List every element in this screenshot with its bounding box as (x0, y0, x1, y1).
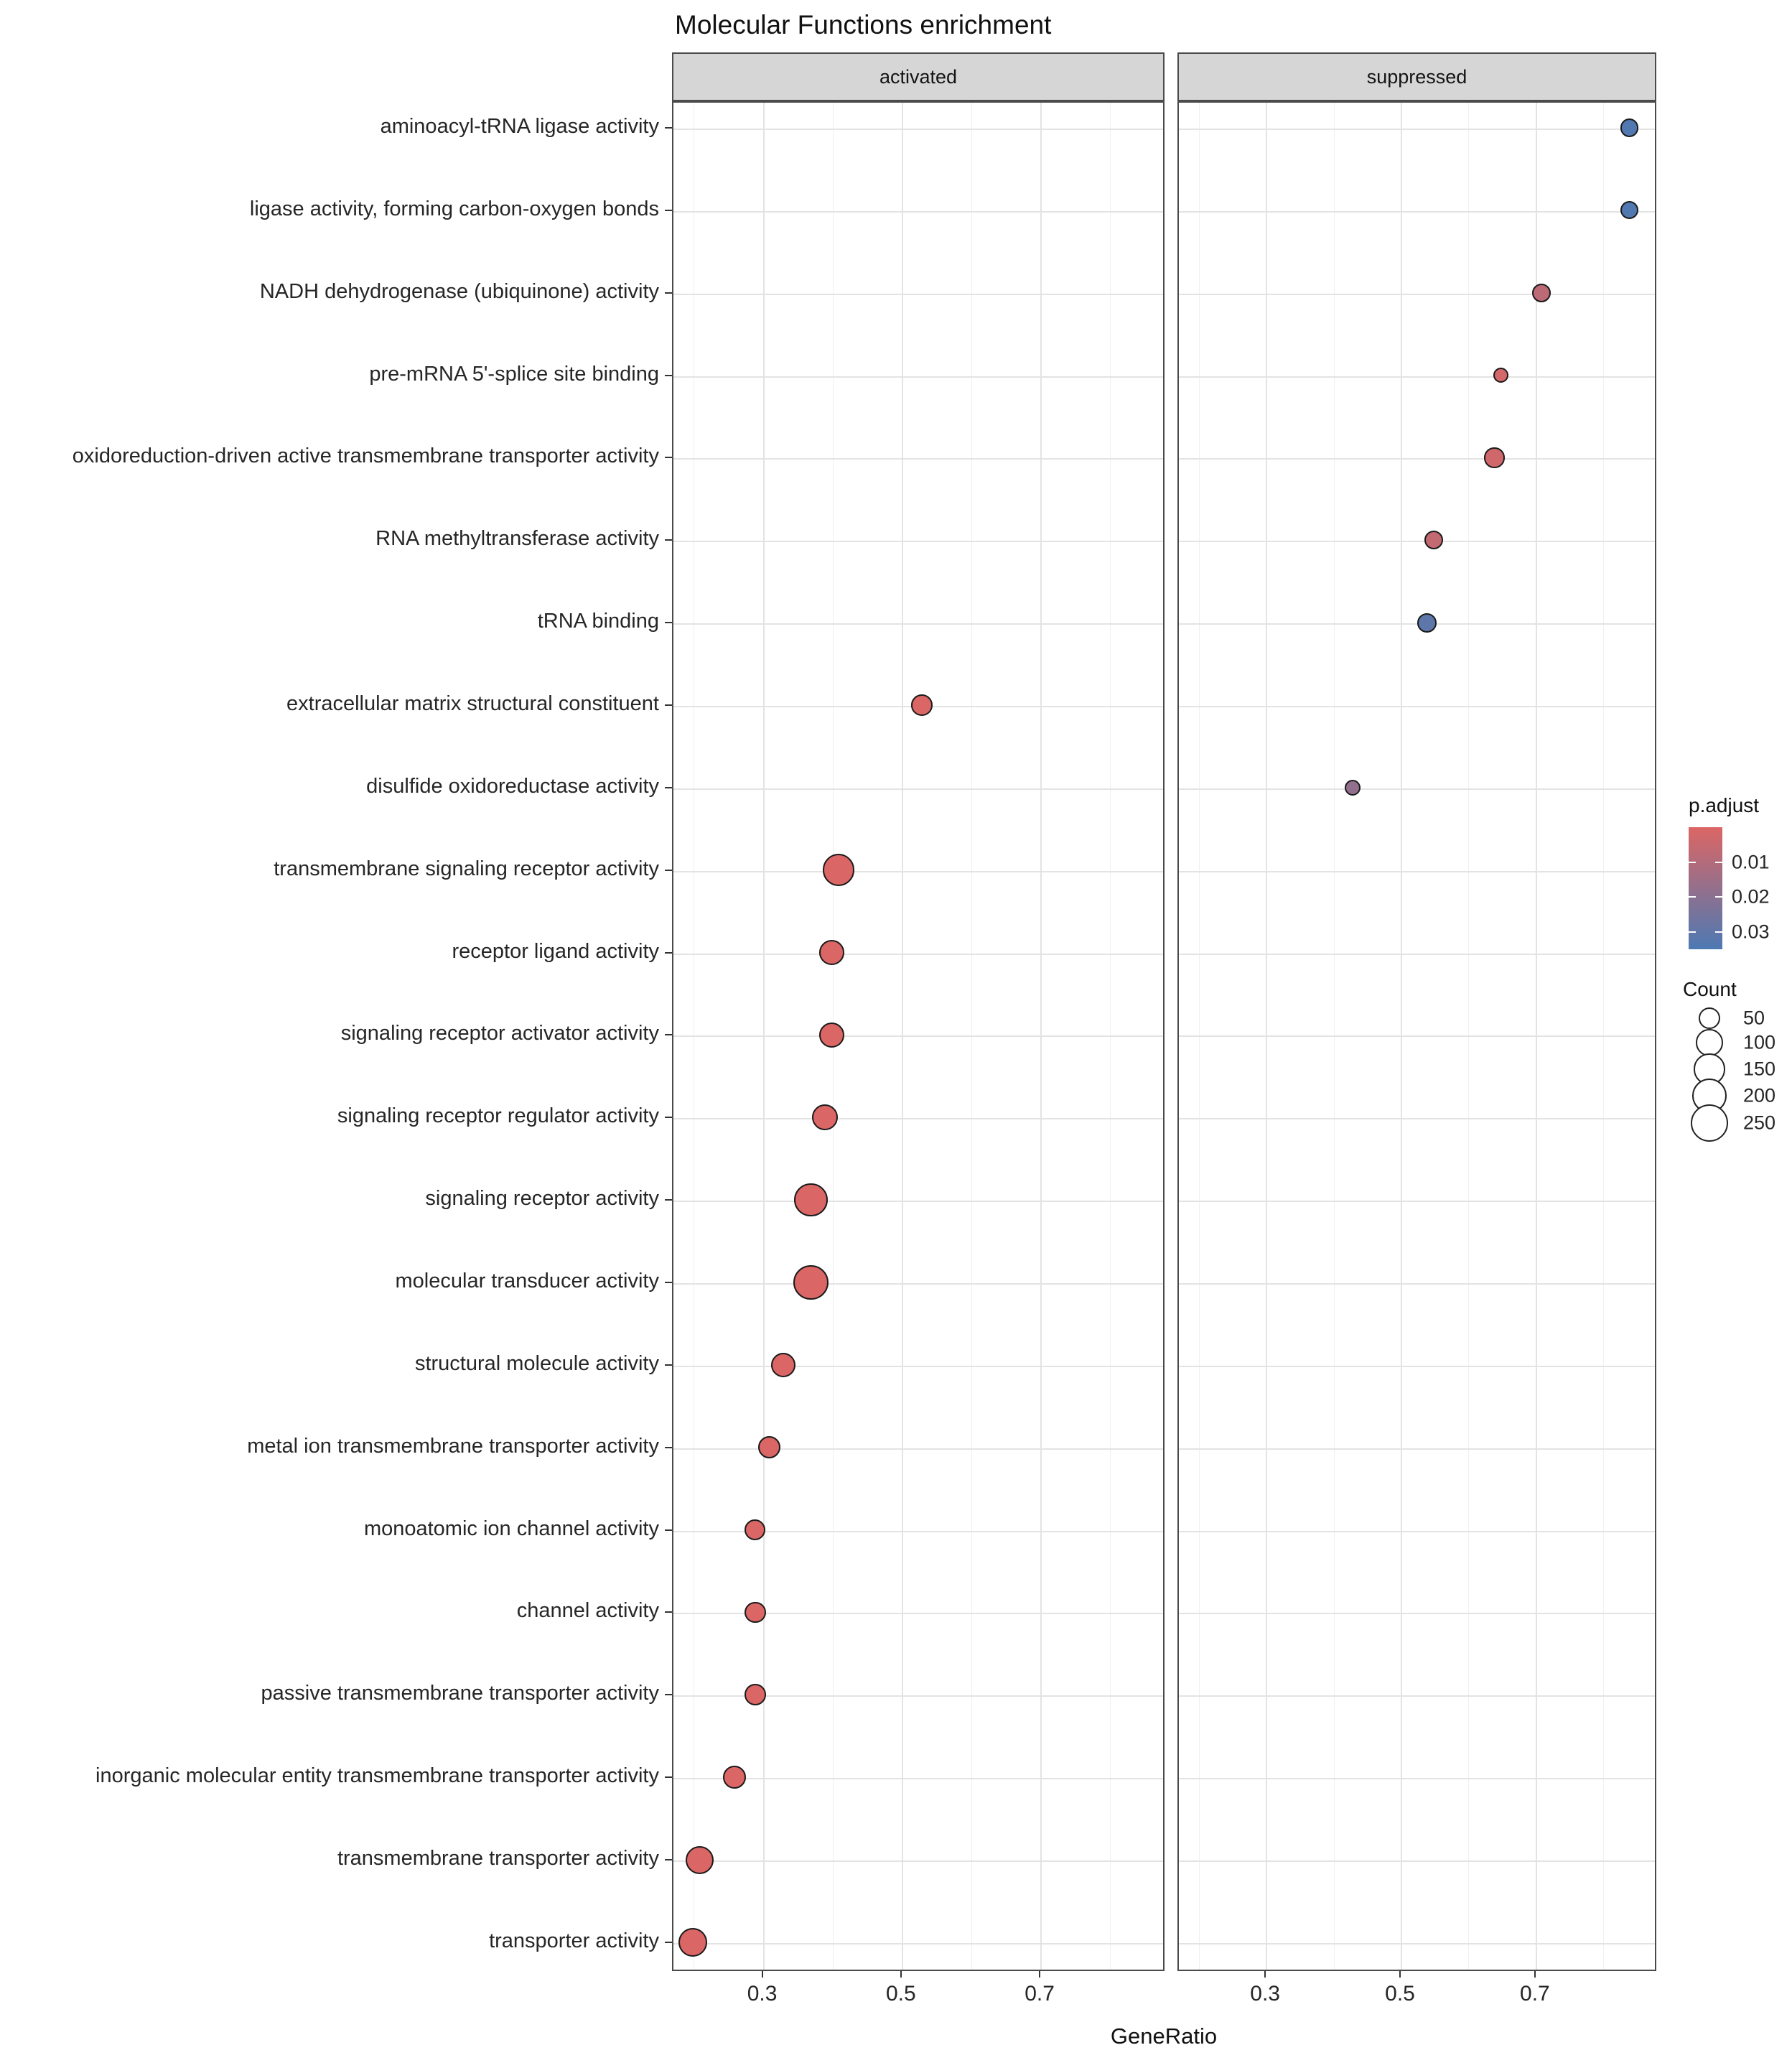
gridline-horizontal (1179, 1035, 1655, 1037)
data-point (686, 1846, 714, 1874)
gridline-horizontal (673, 1943, 1163, 1944)
data-point (794, 1183, 828, 1217)
gridline-horizontal (1179, 1201, 1655, 1202)
count-legend-circle (1696, 1029, 1723, 1056)
x-axis-tick-label: 0.5 (885, 1982, 916, 2006)
gridline-horizontal (673, 1283, 1163, 1285)
gridline-horizontal (673, 211, 1163, 213)
gridline-horizontal (1179, 129, 1655, 130)
count-legend-label: 250 (1743, 1112, 1776, 1134)
y-axis-category-label: inorganic molecular entity transmembrane transporter activity (95, 1764, 659, 1788)
data-point (745, 1602, 765, 1623)
count-legend-circle (1691, 1104, 1728, 1142)
data-point (1532, 284, 1551, 302)
y-axis-category-label: receptor ligand activity (452, 939, 659, 963)
count-legend-label: 100 (1743, 1031, 1776, 1053)
gridline-horizontal (1179, 1118, 1655, 1119)
x-axis-tick-label: 0.7 (1025, 1982, 1055, 2006)
count-legend-circle (1699, 1007, 1720, 1029)
facet-strip (672, 52, 1165, 101)
y-axis-tick (665, 1859, 672, 1860)
y-axis-category-label: pre-mRNA 5'-splice site binding (369, 362, 659, 386)
legend-padjust-title: p.adjust (1689, 794, 1760, 816)
gridline-horizontal (673, 129, 1163, 130)
y-axis-tick (665, 1447, 672, 1448)
y-axis-tick (665, 210, 672, 211)
y-axis-category-label: passive transmembrane transporter activity (261, 1682, 659, 1705)
facet-label: suppressed (1366, 65, 1467, 88)
gridline-horizontal (1179, 1366, 1655, 1367)
data-point (911, 694, 933, 716)
y-axis-category-label: aminoacyl-tRNA ligase activity (380, 115, 659, 139)
y-axis-tick (665, 704, 672, 706)
y-axis-category-label: transmembrane signaling receptor activity (274, 857, 659, 880)
y-axis-category-label: monoatomic ion channel activity (363, 1517, 659, 1540)
colorbar-tick (1715, 862, 1722, 863)
x-axis-tick (762, 1971, 763, 1978)
gridline-horizontal (673, 1035, 1163, 1037)
gridline-horizontal (1179, 706, 1655, 707)
y-axis-tick (665, 952, 672, 954)
data-point (758, 1436, 780, 1458)
colorbar-tick (1689, 896, 1696, 898)
x-axis-tick (1039, 1971, 1040, 1978)
gridline-horizontal (673, 788, 1163, 790)
count-legend-label: 150 (1743, 1058, 1776, 1080)
x-axis-tick-label: 0.3 (747, 1982, 778, 2006)
chart-title: Molecular Functions enrichment (675, 10, 1052, 39)
gridline-horizontal (1179, 458, 1655, 460)
gridline-horizontal (673, 1860, 1163, 1862)
y-axis-tick (665, 1199, 672, 1201)
gridline-horizontal (673, 954, 1163, 955)
data-point (812, 1104, 838, 1130)
gridline-horizontal (1179, 1860, 1655, 1862)
y-axis-category-label: molecular transducer activity (395, 1270, 659, 1293)
data-point (819, 940, 844, 965)
y-axis-tick (665, 127, 672, 129)
y-axis-tick (665, 1117, 672, 1118)
y-axis-tick (665, 1776, 672, 1778)
x-axis-title: GeneRatio (1110, 2023, 1218, 2049)
gridline-horizontal (673, 1366, 1163, 1367)
y-axis-category-label: metal ion transmembrane transporter activity (247, 1434, 659, 1458)
gridline-horizontal (673, 871, 1163, 872)
y-axis-category-label: signaling receptor activity (425, 1187, 659, 1211)
x-axis-tick-label: 0.7 (1520, 1982, 1550, 2006)
data-point (1484, 447, 1504, 467)
x-axis-tick (1264, 1971, 1266, 1978)
facet-panel (1177, 101, 1656, 1971)
data-point (723, 1766, 746, 1789)
gridline-horizontal (673, 1118, 1163, 1119)
colorbar-tick-label: 0.01 (1732, 851, 1770, 873)
y-axis-category-label: structural molecule activity (414, 1352, 659, 1376)
data-point (1345, 780, 1361, 796)
gridline-horizontal (1179, 1695, 1655, 1697)
gridline-horizontal (673, 294, 1163, 295)
y-axis-tick (665, 1364, 672, 1366)
colorbar-tick (1689, 862, 1696, 863)
y-axis-tick (665, 1282, 672, 1283)
colorbar-tick (1715, 896, 1722, 898)
legend-count-title: Count (1683, 978, 1737, 1000)
y-axis-tick (665, 1611, 672, 1613)
y-axis-tick (665, 870, 672, 871)
colorbar-tick-label: 0.03 (1732, 921, 1770, 943)
data-point (678, 1928, 707, 1957)
facet-strip (1177, 52, 1656, 101)
count-legend-label: 50 (1743, 1007, 1765, 1029)
gridline-horizontal (1179, 954, 1655, 955)
gridline-horizontal (1179, 541, 1655, 542)
gridline-horizontal (673, 1778, 1163, 1779)
data-point (1620, 118, 1638, 136)
y-axis-tick (665, 1694, 672, 1695)
gridline-horizontal (1179, 1283, 1655, 1285)
y-axis-category-label: oxidoreduction-driven active transmembrane transporter activity (72, 444, 659, 468)
y-axis-tick (665, 539, 672, 541)
gridline-horizontal (1179, 788, 1655, 790)
gridline-horizontal (673, 1448, 1163, 1450)
y-axis-tick (665, 1529, 672, 1531)
x-axis-tick-label: 0.5 (1385, 1982, 1415, 2006)
data-point (771, 1353, 795, 1377)
y-axis-category-label: transmembrane transporter activity (337, 1847, 659, 1871)
y-axis-tick (665, 1942, 672, 1943)
data-point (819, 1023, 844, 1048)
gridline-horizontal (1179, 1778, 1655, 1779)
gridline-horizontal (1179, 211, 1655, 213)
count-legend-label: 200 (1743, 1084, 1776, 1107)
gridline-horizontal (673, 458, 1163, 460)
y-axis-category-label: RNA methyltransferase activity (375, 527, 659, 551)
colorbar-tick (1689, 931, 1696, 933)
gridline-horizontal (673, 1201, 1163, 1202)
gridline-horizontal (673, 623, 1163, 625)
y-axis-category-label: transporter activity (489, 1929, 659, 1953)
colorbar-tick (1715, 931, 1722, 933)
gridline-horizontal (1179, 1448, 1655, 1450)
y-axis-tick (665, 787, 672, 788)
gridline-horizontal (1179, 1531, 1655, 1532)
colorbar-tick-label: 0.02 (1732, 885, 1770, 908)
data-point (823, 854, 855, 886)
x-axis-tick (900, 1971, 902, 1978)
y-axis-tick (665, 292, 672, 294)
gridline-horizontal (1179, 376, 1655, 378)
gridline-horizontal (1179, 1613, 1655, 1614)
y-axis-tick (665, 1034, 672, 1035)
data-point (793, 1265, 829, 1300)
facet-label: activated (879, 65, 958, 88)
y-axis-tick (665, 622, 672, 623)
y-axis-category-label: signaling receptor regulator activity (337, 1104, 659, 1128)
y-axis-tick (665, 375, 672, 376)
data-point (745, 1684, 766, 1705)
gridline-horizontal (673, 376, 1163, 378)
y-axis-category-label: tRNA binding (537, 610, 659, 633)
y-axis-category-label: signaling receptor activator activity (340, 1022, 659, 1045)
x-axis-tick-label: 0.3 (1250, 1982, 1280, 2006)
y-axis-category-label: NADH dehydrogenase (ubiquinone) activity (259, 279, 659, 303)
gridline-horizontal (1179, 294, 1655, 295)
x-axis-tick (1534, 1971, 1536, 1978)
data-point (1417, 613, 1437, 633)
y-axis-category-label: channel activity (516, 1599, 659, 1623)
y-axis-tick (665, 457, 672, 458)
y-axis-category-label: extracellular matrix structural constituent (286, 692, 659, 716)
y-axis-category-label: disulfide oxidoreductase activity (366, 775, 659, 798)
gridline-horizontal (1179, 871, 1655, 872)
x-axis-tick (1399, 1971, 1401, 1978)
y-axis-category-label: ligase activity, forming carbon-oxygen bonds (249, 197, 659, 221)
gridline-horizontal (673, 541, 1163, 542)
gridline-horizontal (1179, 1943, 1655, 1944)
